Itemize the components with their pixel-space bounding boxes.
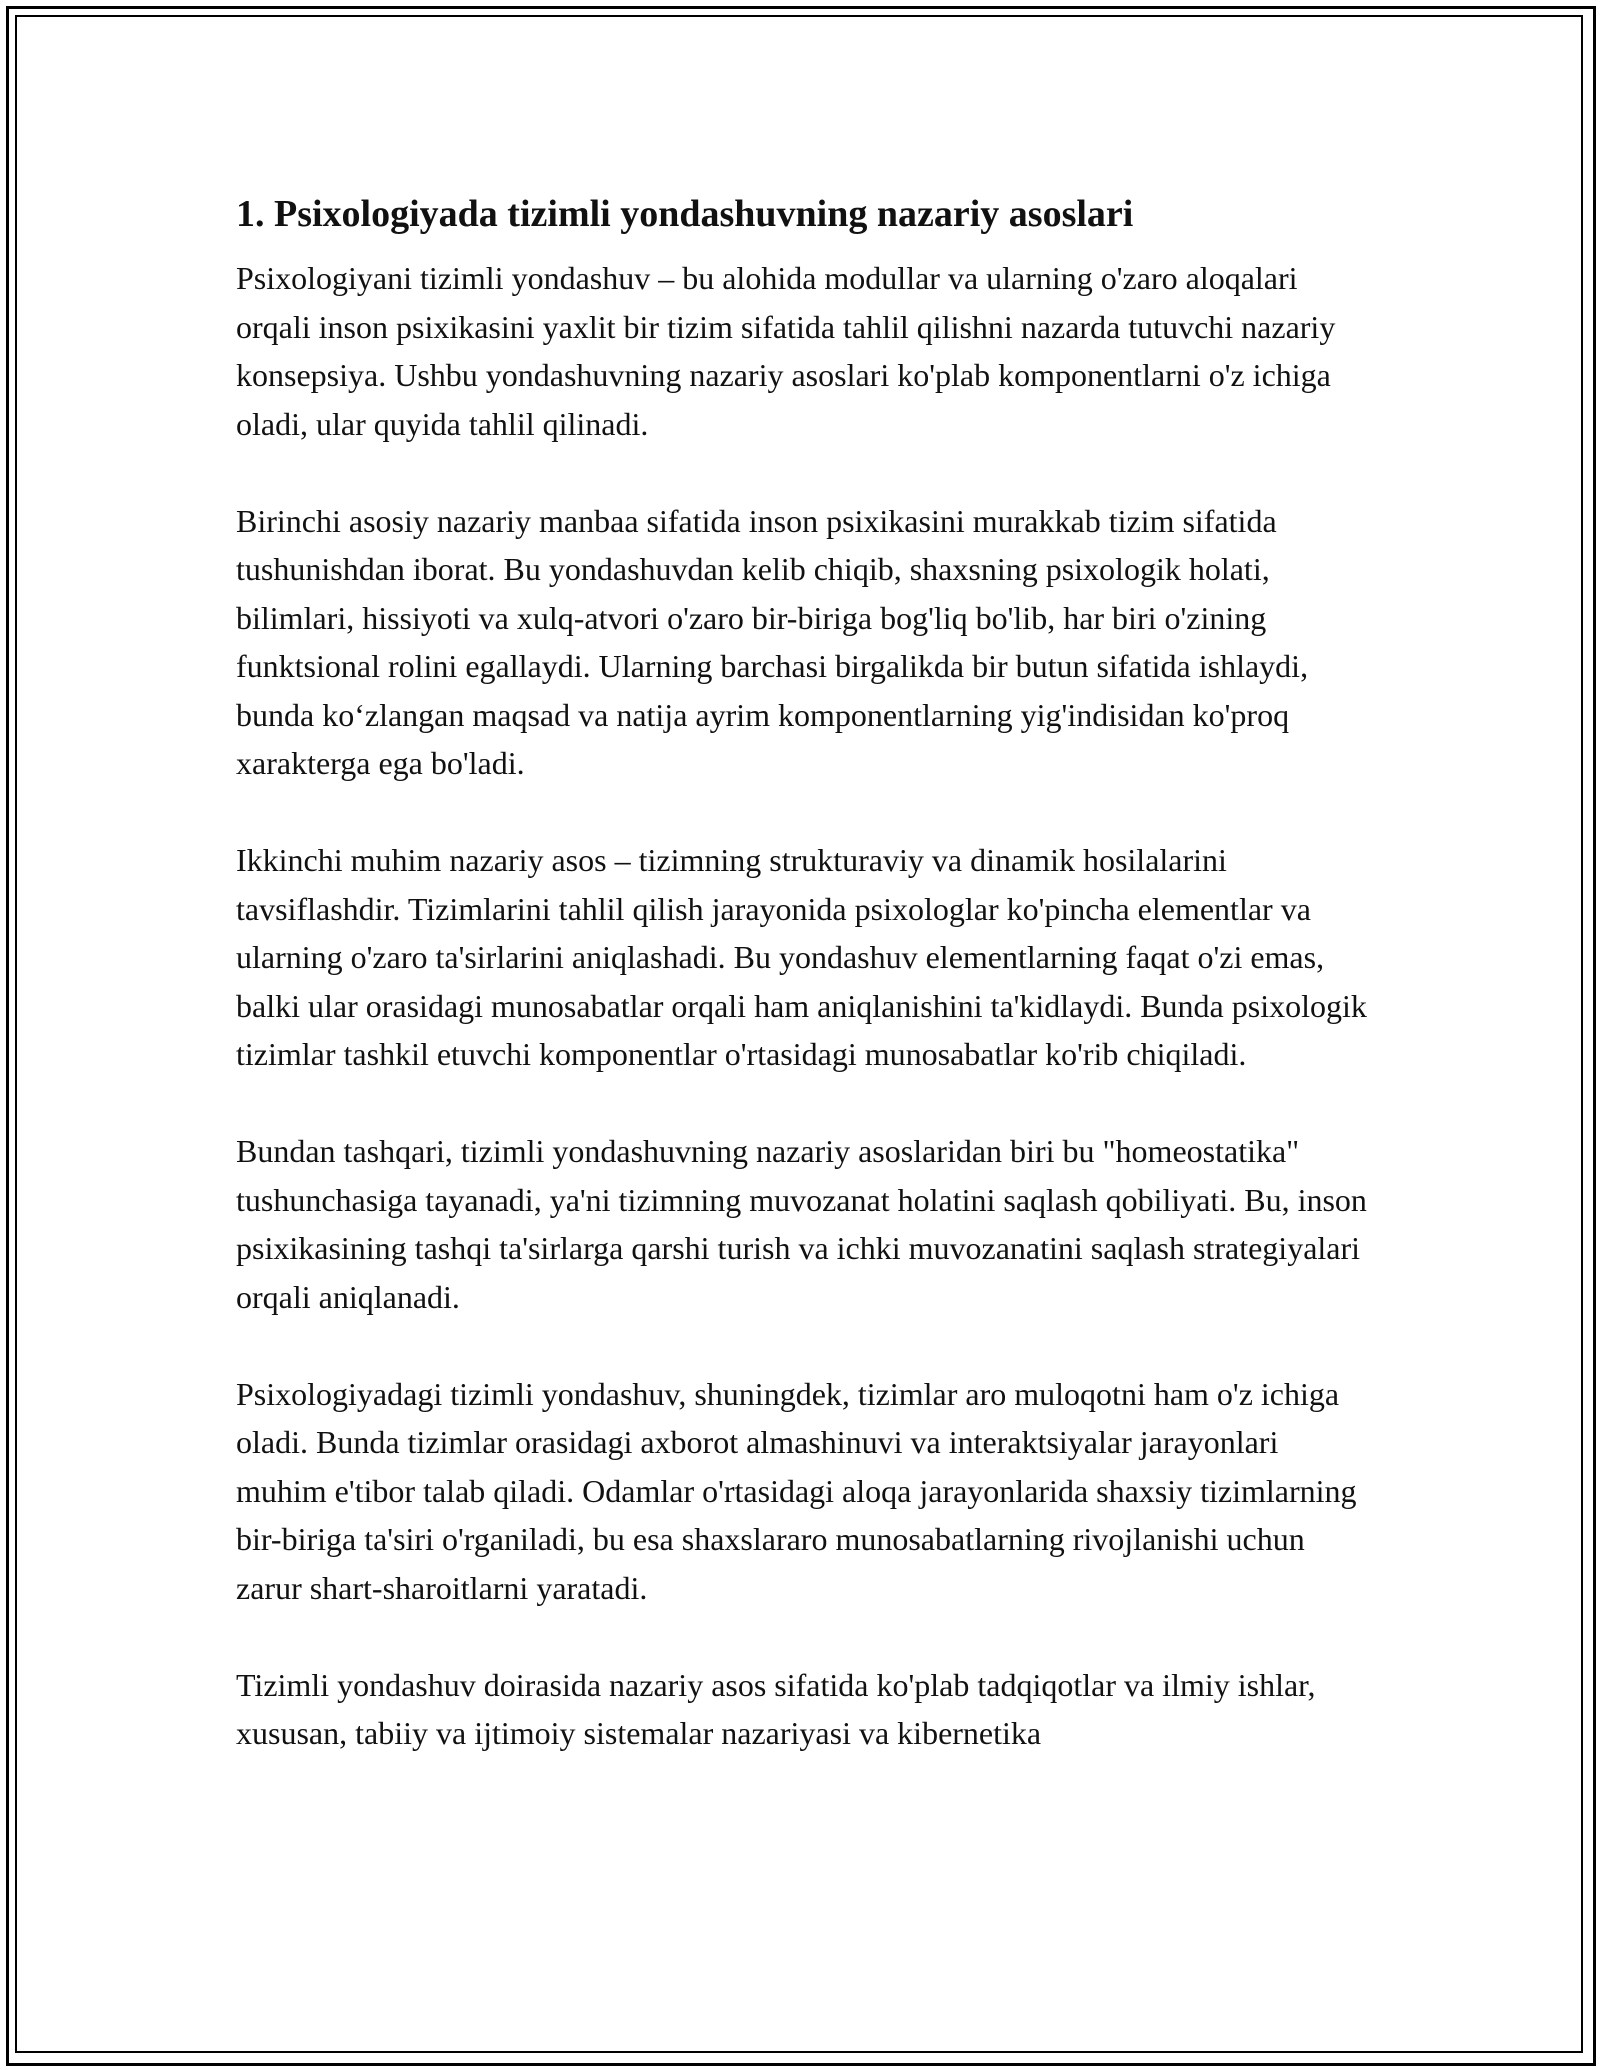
paragraph-homeostatics: Bundan tashqari, tizimli yondashuvning nazariy asoslaridan biri bu "homeostatika" tushunchasiga tayanadi, ya'ni tizimning muvozanat holatini saqlash qobiliyati. Bu, inson psixikasining tashqi ta'sirlarga qarshi turish va ichki muvozanatini saqlash strategiyalari orqali aniqlanadi. <box>236 1133 1367 1315</box>
paragraph-research-basis: Tizimli yondashuv doirasida nazariy asos sifatida ko'plab tadqiqotlar va ilmiy ishlar, xususan, tabiiy va ijtimoiy sistemalar nazariyasi va kibernetika <box>236 1666 1316 1751</box>
paragraph-second-basis: Ikkinchi muhim nazariy asos – tizimning strukturaviy va dinamik hosilalarini tavsiflashdir. Tizimlarini tahlil qilish jarayonida psixologlar ko'pincha elementlar va ularning o'zaro ta'sirlarini aniqlashadi. Bu yondashuv elementlarning faqat o'zi emas, balki ular orasidagi munosabatlar orqali ham aniqlanishini ta'kidlaydi. Bunda psixologik tizimlar tashkil etuvchi komponentlar o'rtasidagi munosabatlar ko'rib chiqiladi. <box>236 842 1367 1072</box>
paragraph-intro: Psixologiyani tizimli yondashuv – bu alohida modullar va ularning o'zaro aloqalari orqali inson psixikasini yaxlit bir tizim sifatida tahlil qilishni nazarda tutuvchi nazariy konsepsiya. Ushbu yondashuvning nazariy asoslari ko'plab komponentlarni o'z ichiga oladi, ular quyida tahlil qilinadi. <box>236 260 1336 442</box>
paragraph-intersystem-communication: Psixologiyadagi tizimli yondashuv, shuningdek, tizimlar aro muloqotni ham o'z ichiga oladi. Bunda tizimlar orasidagi axborot almashinuvi va interaktsiyalar jarayonlari muhim e'tibor talab qiladi. Odamlar o'rtasidagi aloqa jarayonlarida shaxsiy tizimlarning bir-biriga ta'siri o'rganiladi, bu esa shaxslararo munosabatlarning rivojlanishi uchun zarur shart-sharoitlarni yaratadi. <box>236 1375 1357 1606</box>
paragraph-first-basis: Birinchi asosiy nazariy manbaa sifatida inson psixikasini murakkab tizim sifatida tushunishdan iborat. Bu yondashuvdan kelib chiqib, shaxsning psixologik holati, bilimlari, hissiyoti va xulq-atvori o'zaro bir-biriga bog'liq bo'lib, har biri o'zining funktsional rolini egallaydi. Ularning barchasi birgalikda bir butun sifatida ishlaydi, bunda ko‘zlangan maqsad va natija ayrim komponentlarning yig'indisidan ko'proq xarakterga ega bo'ladi. <box>236 502 1309 781</box>
section-heading: 1. Psixologiyada tizimli yondashuvning nazariy asoslari <box>236 193 1134 235</box>
document-body <box>236 186 1376 1758</box>
